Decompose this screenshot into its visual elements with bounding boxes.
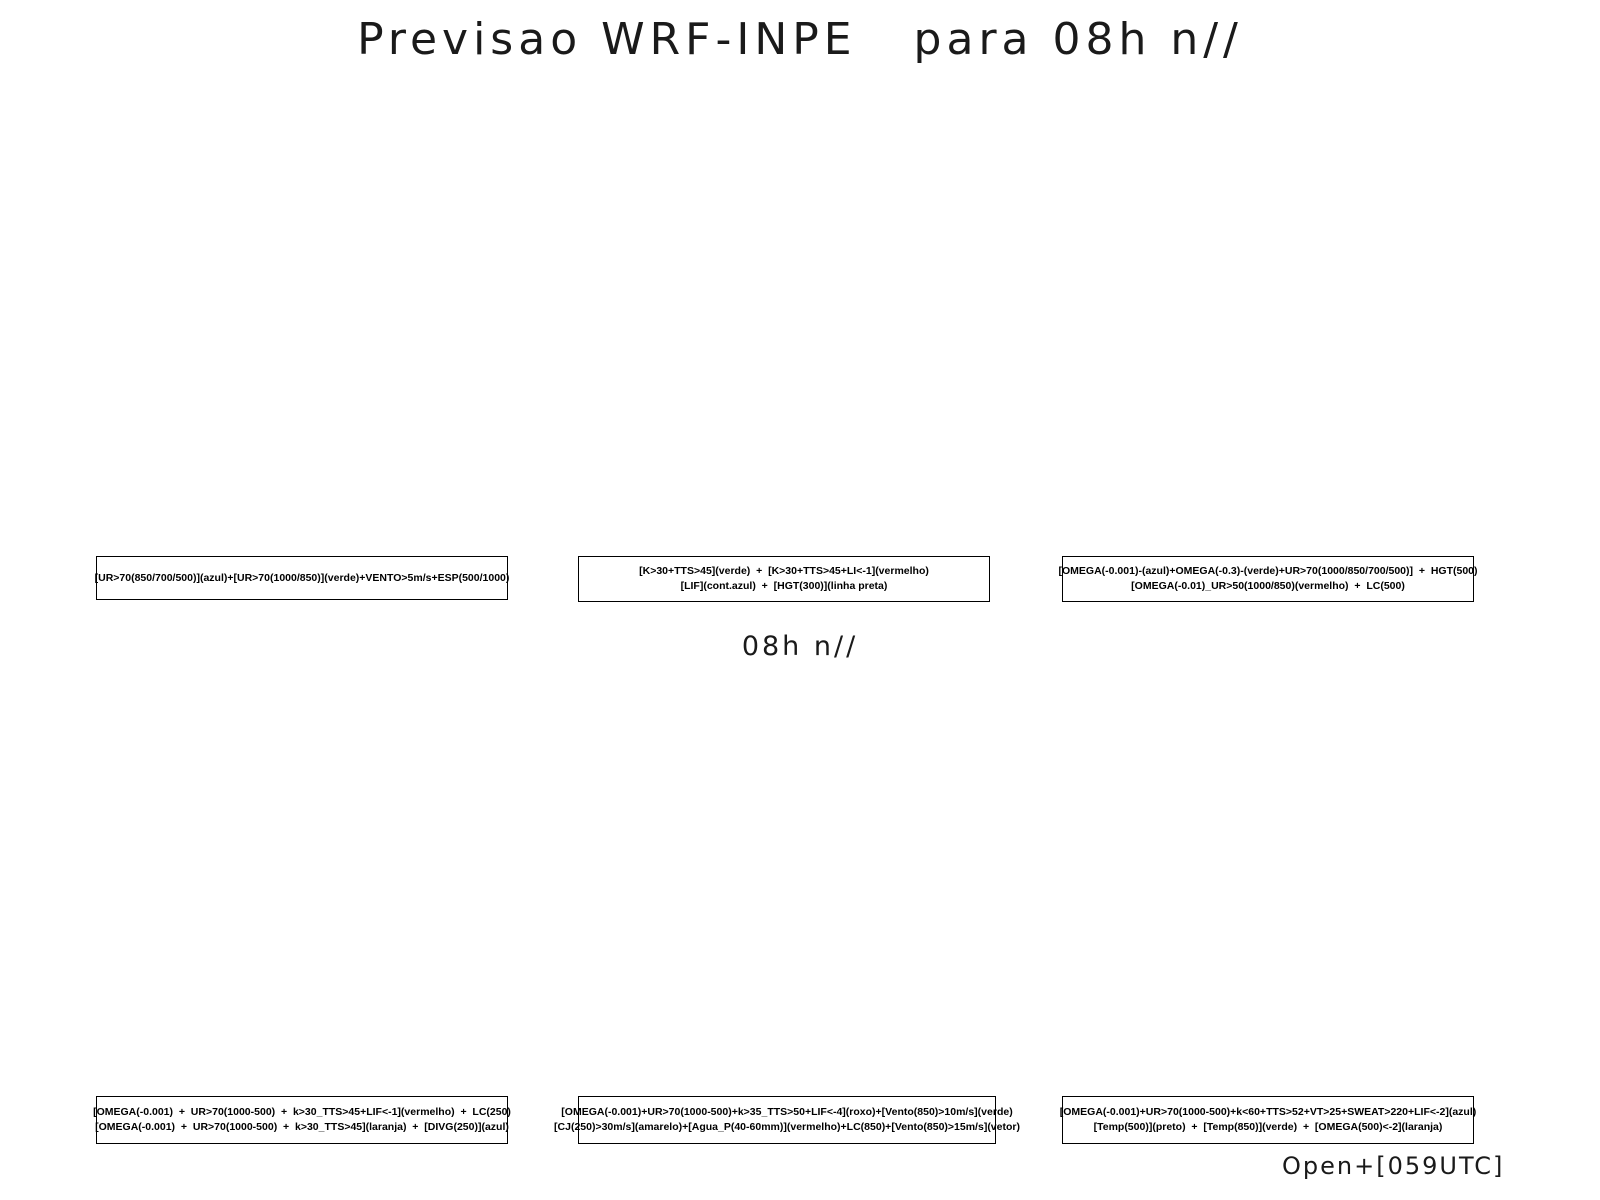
legend-line: [OMEGA(-0.001) + UR>70(1000-500) + k>30_TTS>45+LIF<-1](vermelho) + LC(250): [93, 1106, 511, 1119]
legend-box-bottom-left: [93, 1096, 511, 1144]
legend-box-top-left: [96, 556, 508, 600]
legend-box-top-right: [1058, 556, 1478, 602]
legend-line: [LIF](cont.azul) + [HGT(300)](linha preta): [680, 580, 888, 592]
legend-box-bottom-center: [554, 1096, 1020, 1144]
legend-line: [OMEGA(-0.001) + UR>70(1000-500) + k>30_TTS>45](laranja) + [DIVG(250)](azul): [95, 1121, 509, 1133]
legend-box-top-center: [578, 556, 990, 602]
middle-caption: 08h n//: [741, 631, 859, 662]
legend-line: [OMEGA(-0.01)_UR>50(1000/850)(vermelho) + LC(500): [1131, 580, 1405, 592]
legend-line: [OMEGA(-0.001)+UR>70(1000-500)+k>35_TTS>50+LIF<-4](roxo)+[Vento(850)>10m/s](verde): [561, 1106, 1013, 1119]
legend-box-bottom-right: [1059, 1096, 1477, 1144]
legend-line: [UR>70(850/700/500)](azul)+[UR>70(1000/850)](verde)+VENTO>5m/s+ESP(500/1000): [94, 571, 510, 584]
legend-line: [OMEGA(-0.001)+UR>70(1000-500)+k<60+TTS>52+VT>25+SWEAT>220+LIF<-2](azul): [1059, 1106, 1477, 1119]
legend-line: [Temp(500)](preto) + [Temp(850)](verde) + [OMEGA(500)<-2](laranja): [1093, 1121, 1443, 1133]
corner-stamp: Open+[059UTC]: [1282, 1152, 1505, 1180]
page-title: Previsao WRF-INPE para 08h n//: [357, 14, 1243, 65]
legend-line: [K>30+TTS>45](verde) + [K>30+TTS>45+LI<-1](vermelho): [639, 565, 929, 578]
legend-line: [CJ(250)>30m/s](amarelo)+[Agua_P(40-60mm)](vermelho)+LC(850)+[Vento(850)>15m/s](vetor): [554, 1121, 1020, 1133]
legend-line: [OMEGA(-0.001)-(azul)+OMEGA(-0.3)-(verde)+UR>70(1000/850/700/500)] + HGT(500): [1058, 565, 1478, 578]
